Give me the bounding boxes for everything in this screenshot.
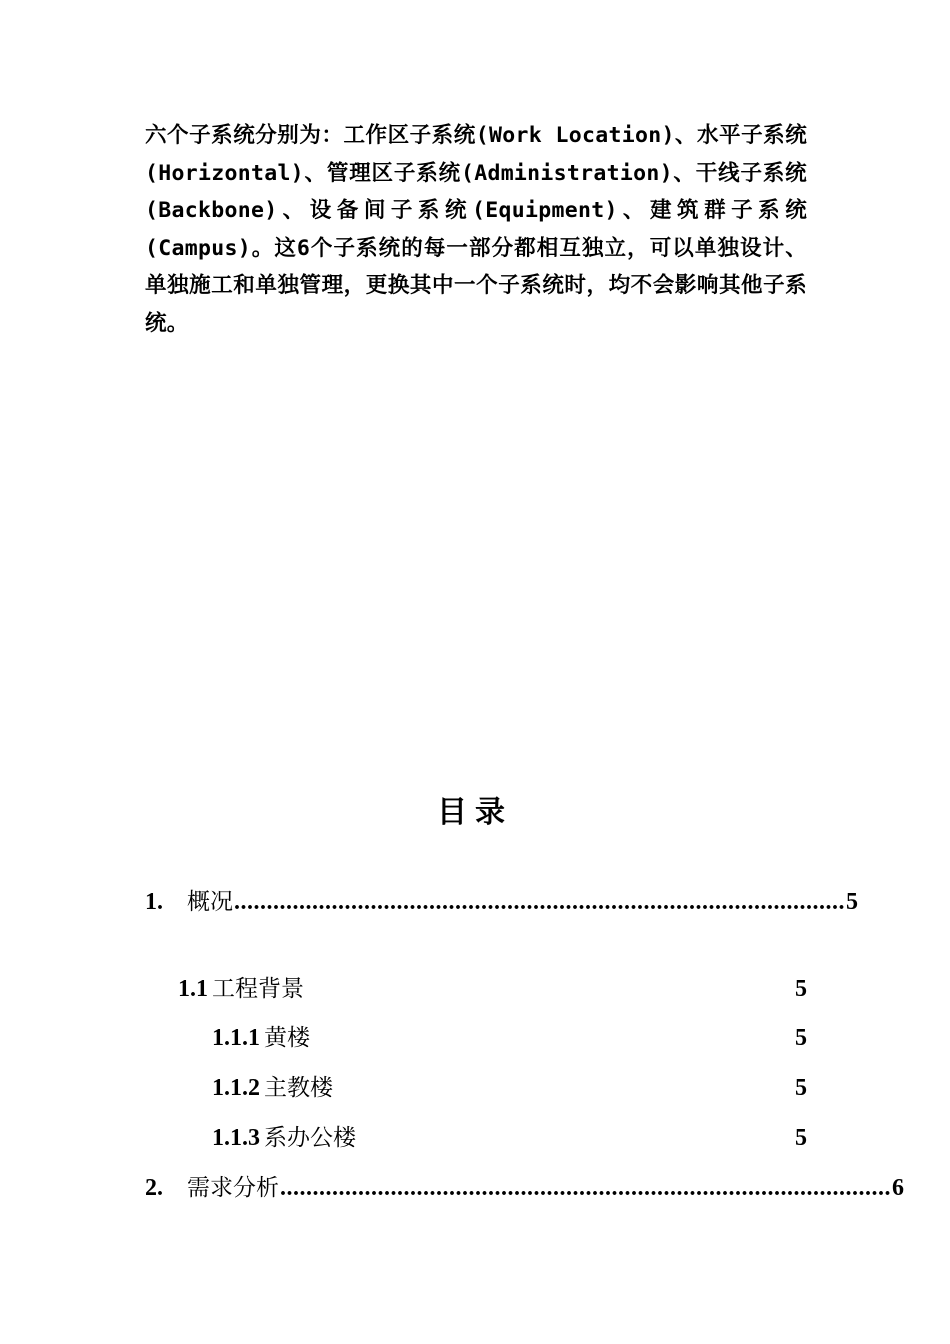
toc-entry-yellow-building[interactable] (212, 1019, 807, 1052)
toc-page-number: 5 (795, 1025, 807, 1051)
toc-dot-leader: .............................................................................................. (280, 1175, 891, 1201)
toc-entry-text: 概况 (187, 889, 233, 915)
toc-entry-number: 1. (145, 889, 163, 915)
toc-entry-number: 1.1.1 (212, 1025, 260, 1051)
toc-entry-text: 黄楼 (264, 1025, 310, 1051)
toc-dot-leader: .............................................................................................. (234, 889, 845, 915)
toc-entry-text: 需求分析 (187, 1175, 279, 1201)
toc-entry-number: 2. (145, 1175, 163, 1201)
toc-title: 目录 (437, 795, 513, 830)
toc-entry-number: 1.1.3 (212, 1125, 260, 1151)
toc-page-number: 5 (795, 1075, 807, 1101)
toc-entry-main-teaching-building[interactable] (212, 1069, 807, 1102)
toc-page-number: 6 (892, 1175, 904, 1201)
toc-entry-text: 系办公楼 (264, 1125, 356, 1151)
toc-entry-number: 1.1 (178, 976, 208, 1002)
toc-entry-text: 主教楼 (264, 1075, 333, 1101)
toc-entry-number: 1.1.2 (212, 1075, 260, 1101)
toc-entry-project-background[interactable] (178, 970, 807, 1003)
intro-paragraph: 六个子系统分别为：工作区子系统(Work Location)、水平子系统(Horizontal)、管理区子系统(Administration)、干线子系统(Backbone)、设备间子系统(Equipment)、建筑群子系统(Campus)。这6个子系统的每一部分都相互独立，可以单独设计、单独施工和单独管理，更换其中一个子系统时，均不会影响其他子系统。 (145, 123, 807, 336)
toc-entry-requirements-analysis[interactable] (145, 1169, 904, 1202)
toc-page-number: 5 (846, 889, 858, 915)
toc-entry-text: 工程背景 (212, 976, 304, 1002)
toc-entry-overview[interactable] (145, 883, 858, 916)
toc-page-number: 5 (795, 1125, 807, 1151)
toc-page-number: 5 (795, 976, 807, 1002)
toc-entry-department-office-building[interactable] (212, 1119, 807, 1152)
